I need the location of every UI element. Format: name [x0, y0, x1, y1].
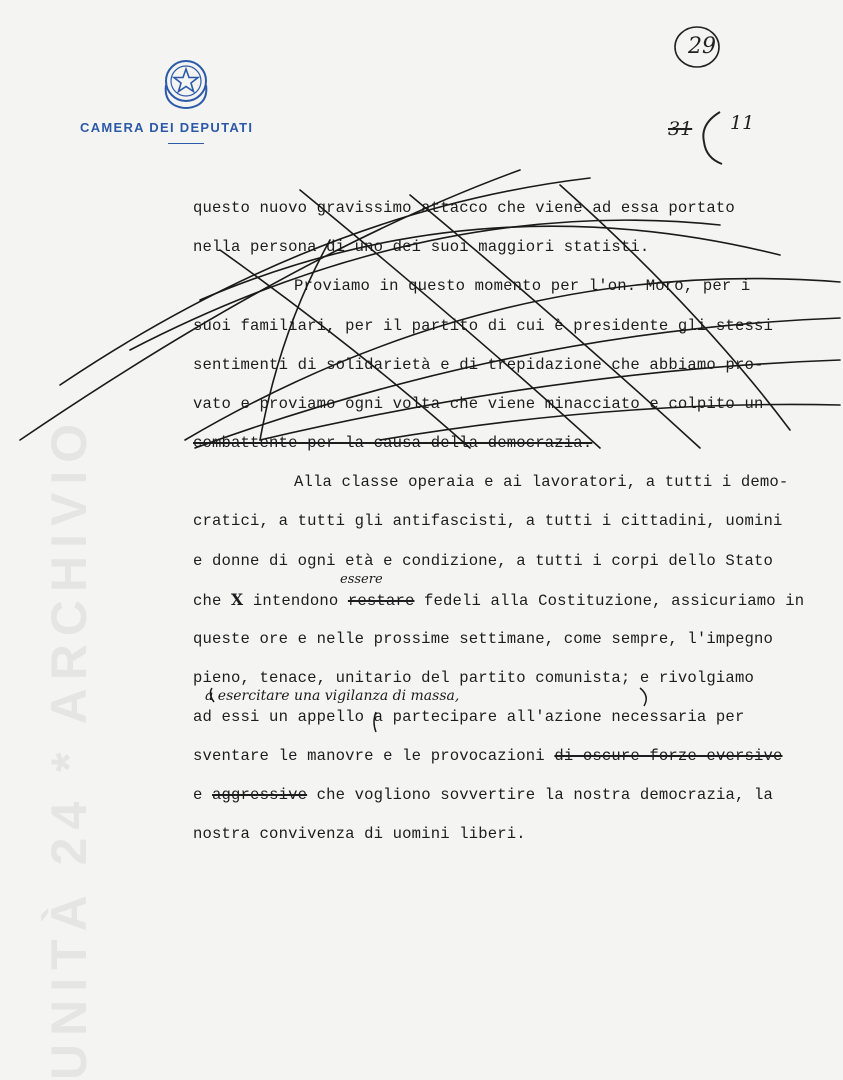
line4-intendono: intendono [252, 592, 339, 610]
republic-emblem-icon [160, 55, 212, 111]
crossed-line-4: suoi familiari, per il partito di cui è presidente gli stessi [193, 317, 773, 335]
letterhead-title: CAMERA DEI DEPUTATI [80, 120, 254, 135]
text-line-9 [193, 785, 773, 805]
text-line-6: pieno, tenace, unitario del partito comunista; e rivolgiamo [193, 669, 754, 687]
text-line-8 [193, 746, 783, 766]
archive-margin-stamp: UNITÀ 24 * ARCHIVIO [41, 415, 97, 1080]
line9-struck-word: aggressive [212, 786, 308, 804]
handwritten-insert-essere: essere [340, 572, 383, 587]
crossed-line-3: Proviamo in questo momento per l'on. Moro, per i [294, 277, 751, 295]
line4-struck-word: restare [347, 592, 415, 610]
text-line-4: che X intendono restare fedeli alla Costituzione, assicuriamo in [193, 590, 805, 610]
line9-e: e [193, 786, 203, 804]
text-line-5: queste ore e nelle prossime settimane, come sempre, l'impegno [193, 630, 773, 648]
crossed-line-1: questo nuovo gravissimo attacco che viene ad essa portato [193, 199, 735, 217]
crossed-line-2: nella persona di uno dei suoi maggiori statisti. [193, 238, 650, 256]
line4-rest: fedeli alla Costituzione, assicuriamo in [423, 592, 805, 610]
line4-che: che [193, 592, 222, 610]
new-page-number: 11 [730, 112, 755, 134]
line8-struck-words: di oscure forze eversive [554, 747, 783, 765]
text-line-10: nostra convivenza di uomini liberi. [193, 825, 526, 843]
line9-rest: che vogliono sovvertire la nostra democrazia, la [316, 786, 773, 804]
text-line-2: cratici, a tutti gli antifascisti, a tutti i cittadini, uomini [193, 512, 783, 530]
old-page-number: 31 [668, 118, 693, 140]
circled-page-number: 29 [688, 34, 716, 59]
text-line-3: e donne di ogni età e condizione, a tutti i corpi dello Stato [193, 552, 773, 570]
text-line-7: ad essi un appello a partecipare all'azione necessaria per [193, 708, 745, 726]
handwritten-insert-vigilanza: a esercitare una vigilanza di massa, [205, 688, 460, 704]
crossed-line-5: sentimenti di solidarietà e di trepidazione che abbiamo pro- [193, 356, 764, 374]
crossed-line-6: vato e proviamo ogni volta che viene minacciato e colpito un [193, 395, 764, 413]
line8-text: sventare le manovre e le provocazioni [193, 747, 545, 765]
letterhead-rule [168, 143, 204, 144]
text-line-1: Alla classe operaia e ai lavoratori, a tutti i demo- [294, 473, 789, 491]
handwritten-bracket-mark [692, 108, 732, 166]
crossed-line-7: combattente per la causa della democrazia. [193, 434, 593, 452]
